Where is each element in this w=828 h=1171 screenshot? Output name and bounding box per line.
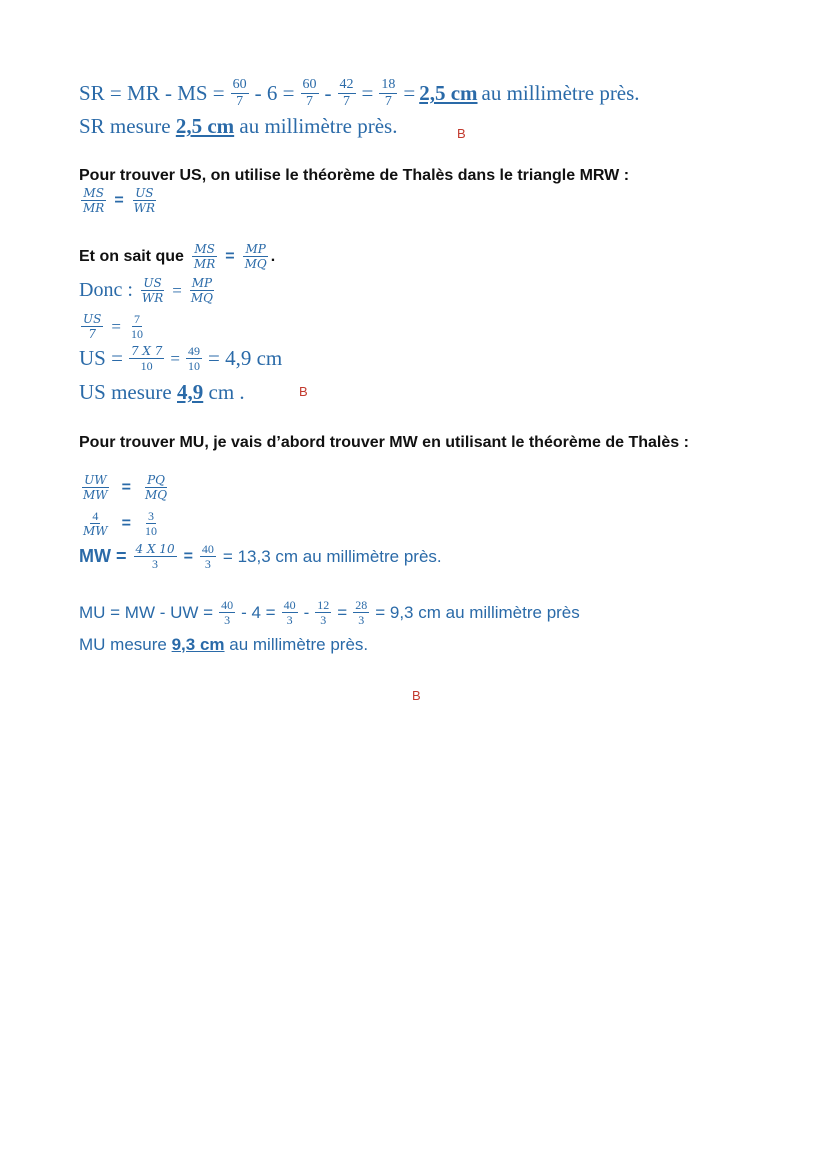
fraction: $\frac{12}{3}$ [317, 598, 330, 627]
us-calculation: US = $\frac{7 X 7}{10}$ = $\frac{49}{10}$ = 4,9 cm [79, 344, 283, 373]
fraction: $\frac{40}{3}$ [201, 542, 214, 571]
mu-measure-value: 9,3 cm [171, 635, 225, 654]
sr-calculation-line: SR = MR - MS = $\frac{60}{7}$ - 6 = $\frac{60}{7}$ - $\frac{42}{7}$ = $\frac{18}{7}$ = 2,5 cm au millimètre près. [79, 77, 640, 109]
us-measure-line: US mesure 4,9 cm . [79, 380, 245, 404]
mu-numeric-equation: $\frac{4}{MW}$ = $\frac{3}{10}$ [83, 509, 157, 538]
mu-heading: Pour trouver MU, je vais d’abord trouver MW en utilisant le théorème de Thalès : [79, 434, 689, 451]
fraction: $\frac{60}{7}$ [302, 77, 317, 109]
fraction: $\frac{7 X 7}{10}$ [130, 344, 163, 373]
fraction: $\frac{US}{WR}$ [141, 276, 164, 305]
fraction: $\frac{MP}{MQ}$ [190, 276, 213, 305]
fraction: $\frac{7}{10}$ [130, 312, 143, 341]
mu-measure-line: MU mesure 9,3 cm au millimètre près. [79, 635, 369, 654]
fraction: $\frac{MS}{MR}$ [83, 186, 105, 215]
mu-thales-equation: $\frac{UW}{MW}$ = $\frac{PQ}{MQ}$ [83, 473, 168, 502]
mu-calculation: MU = MW - UW = $\frac{40}{3}$ - 4 = $\frac{40}{3}$ - $\frac{12}{3}$ = $\frac{28}{3}$ = 9,3 cm au millimètre près [79, 598, 580, 627]
mw-calculation: MW = $\frac{4 X 10}{3}$ = $\frac{40}{3}$ = 13,3 cm au millimètre près. [79, 542, 442, 571]
us-measure-value: 4,9 [177, 380, 204, 404]
fraction: $\frac{18}{7}$ [381, 77, 396, 109]
fraction: $\frac{4 X 10}{3}$ [135, 542, 175, 571]
fraction: $\frac{3}{10}$ [144, 509, 157, 538]
fraction: $\frac{PQ}{MQ}$ [144, 473, 168, 502]
fraction: $\frac{US}{7}$ [83, 312, 102, 341]
fraction: $\frac{28}{3}$ [355, 598, 368, 627]
fraction: $\frac{UW}{MW}$ [83, 473, 108, 502]
grade-mark: B [457, 126, 466, 141]
fraction: $\frac{4}{MW}$ [83, 509, 108, 538]
grade-mark: B [299, 384, 308, 399]
fraction: $\frac{MP}{MQ}$ [244, 242, 267, 271]
fraction: $\frac{60}{7}$ [232, 77, 247, 109]
fraction: $\frac{US}{WR}$ [133, 186, 156, 215]
fraction: $\frac{MS}{MR}$ [193, 242, 216, 271]
sr-result: 2,5 cm [419, 81, 478, 105]
fraction: $\frac{40}{3}$ [283, 598, 296, 627]
sr-measure-value: 2,5 cm [175, 114, 235, 138]
sr-expression: SR = MR - MS = [79, 81, 225, 105]
us-known-equation: Et on sait que $\frac{MS}{MR}$ = $\frac{MP}{MQ}$ . [79, 242, 276, 271]
fraction: $\frac{40}{3}$ [221, 598, 234, 627]
grade-mark: B [412, 688, 421, 703]
fraction: $\frac{49}{10}$ [188, 344, 200, 373]
us-numeric-equation: $\frac{US}{7}$ = $\frac{7}{10}$ [83, 312, 143, 341]
us-heading: Pour trouver US, on utilise le théorème de Thalès dans le triangle MRW : [79, 167, 630, 184]
us-thales-equation: $\frac{MS}{MR}$ = $\frac{US}{WR}$ [83, 186, 156, 215]
sr-measure-line: SR mesure 2,5 cm au millimètre près. [79, 114, 398, 138]
us-donc-equation: Donc : $\frac{US}{WR}$ = $\frac{MP}{MQ}$ [79, 276, 213, 305]
fraction: $\frac{42}{7}$ [339, 77, 354, 109]
